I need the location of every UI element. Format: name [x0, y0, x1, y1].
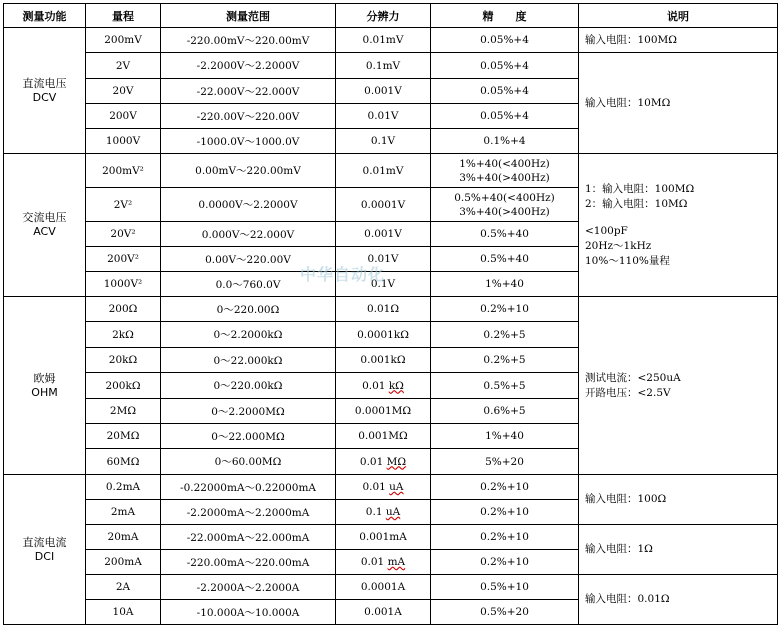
measure-range-cell: 0～2.2000MΩ — [161, 399, 336, 424]
accuracy-cell — [431, 575, 579, 600]
accuracy-line: 3%+40(>400Hz) — [459, 205, 550, 218]
range-cell: 200mV — [86, 28, 161, 53]
accuracy-cell — [431, 104, 579, 129]
measure-range-cell: -22.000V～22.000V — [161, 79, 336, 104]
range-cell: 60MΩ — [86, 449, 161, 475]
measure-range-cell: 0.00V～220.00V — [161, 247, 336, 272]
resolution-cell: 0.1V — [336, 272, 431, 297]
resolution-cell: 0.0001A — [336, 575, 431, 600]
note-line: <100pF — [585, 224, 628, 237]
accuracy-cell — [431, 272, 579, 297]
function-label: DCI — [34, 549, 55, 563]
measure-range-cell: -22.000mA～22.000mA — [161, 525, 336, 550]
table-row — [4, 53, 778, 79]
accuracy-cell — [431, 297, 579, 322]
notes-cell — [579, 525, 778, 575]
resolution-value: 0.1 — [365, 506, 386, 518]
note-line: 开路电压：<2.5V — [585, 386, 671, 399]
resolution-cell: 0.0001MΩ — [336, 399, 431, 424]
resolution-cell: 0.001A — [336, 600, 431, 625]
header-row — [4, 4, 778, 28]
measure-range-cell: 0～220.00kΩ — [161, 373, 336, 399]
accuracy-line: 5%+20 — [485, 455, 524, 468]
resolution-cell — [336, 373, 431, 399]
accuracy-cell — [431, 247, 579, 272]
accuracy-line: 0.2%+10 — [480, 481, 529, 493]
note-line: 1：输入电阻：100MΩ — [585, 182, 695, 195]
accuracy-line: 0.5%+40 — [480, 253, 529, 265]
range-cell: 1000V² — [86, 272, 161, 297]
table-row — [4, 525, 778, 550]
accuracy-cell — [431, 348, 579, 373]
resolution-cell: 0.001V — [336, 79, 431, 104]
accuracy-cell — [431, 188, 579, 222]
header-measure-range: 测量范围 — [161, 4, 336, 28]
table-row — [4, 28, 778, 53]
function-cell — [4, 28, 86, 154]
accuracy-cell — [431, 322, 579, 348]
header-resolution: 分辨力 — [336, 4, 431, 28]
accuracy-cell — [431, 53, 579, 79]
header-range: 量程 — [86, 4, 161, 28]
accuracy-cell — [431, 154, 579, 188]
note-line: 输入电阻：0.01Ω — [585, 593, 670, 605]
resolution-cell: 0.01mV — [336, 28, 431, 53]
accuracy-line: 0.5%+5 — [483, 379, 526, 392]
measure-range-cell: 0～2.2000kΩ — [161, 322, 336, 348]
measure-range-cell: 0.0～760.0V — [161, 272, 336, 297]
resolution-cell: 0.01V — [336, 104, 431, 129]
range-cell: 20V² — [86, 222, 161, 247]
measure-range-cell: -0.22000mA～0.22000mA — [161, 475, 336, 500]
resolution-value: 0.01 — [359, 455, 387, 468]
accuracy-line: 0.5%+40 — [480, 228, 529, 240]
resolution-value: 0.01 — [362, 379, 389, 392]
watermark: 中华自动化 — [300, 265, 386, 284]
resolution-cell — [336, 500, 431, 525]
measure-range-cell: 0～60.00MΩ — [161, 449, 336, 475]
range-cell: 200V — [86, 104, 161, 129]
accuracy-line: 0.5%+20 — [480, 606, 529, 618]
note-line: 输入电阻：1Ω — [585, 543, 653, 555]
spec-table — [3, 3, 778, 625]
accuracy-line: 0.2%+5 — [483, 328, 526, 341]
measure-range-cell: -220.00V～220.00V — [161, 104, 336, 129]
function-cell — [4, 297, 86, 475]
range-cell: 200V² — [86, 247, 161, 272]
accuracy-line: 0.2%+10 — [480, 556, 529, 568]
measure-range-cell: -2.2000mA～2.2000mA — [161, 500, 336, 525]
range-cell: 200kΩ — [86, 373, 161, 399]
range-cell: 2kΩ — [86, 322, 161, 348]
note-line: 输入电阻：10MΩ — [585, 96, 671, 109]
measure-range-cell: -220.00mV～220.00mV — [161, 28, 336, 53]
resolution-unit: mA — [387, 556, 406, 568]
accuracy-line: 1%+40(<400Hz) — [459, 157, 550, 170]
accuracy-cell — [431, 222, 579, 247]
function-label: 欧姆 — [33, 371, 56, 385]
resolution-unit: MΩ — [386, 455, 407, 468]
function-label: 直流电流 — [22, 535, 67, 549]
table-row — [4, 475, 778, 500]
notes-cell — [579, 154, 778, 297]
header-notes: 说明 — [579, 4, 778, 28]
range-cell: 20kΩ — [86, 348, 161, 373]
notes-cell — [579, 575, 778, 625]
notes-cell — [579, 53, 778, 154]
range-cell: 200Ω — [86, 297, 161, 322]
accuracy-cell — [431, 449, 579, 475]
accuracy-cell — [431, 475, 579, 500]
accuracy-line: 0.2%+5 — [483, 354, 526, 366]
accuracy-line: 0.05%+4 — [480, 34, 529, 46]
accuracy-cell — [431, 600, 579, 625]
accuracy-line: 0.1%+4 — [483, 135, 526, 147]
resolution-cell: 0.0001kΩ — [336, 322, 431, 348]
measure-range-cell: 0～220.00Ω — [161, 297, 336, 322]
note-line: 20Hz～1kHz — [585, 239, 652, 252]
accuracy-line: 0.5%+10 — [480, 581, 529, 593]
function-label: 交流电压 — [22, 211, 67, 224]
range-cell: 1000V — [86, 129, 161, 154]
note-gap — [585, 212, 774, 224]
accuracy-line: 0.6%+5 — [483, 405, 526, 417]
measure-range-cell: -2.2000V～2.2000V — [161, 53, 336, 79]
resolution-unit: uA — [389, 481, 404, 493]
function-label: DCV — [32, 90, 57, 104]
notes-cell — [579, 475, 778, 525]
resolution-cell: 0.001V — [336, 222, 431, 247]
accuracy-cell — [431, 79, 579, 104]
accuracy-line: 0.05%+4 — [480, 59, 529, 72]
accuracy-cell — [431, 550, 579, 575]
function-cell — [4, 475, 86, 625]
resolution-cell: 0.001mA — [336, 525, 431, 550]
measure-range-cell: 0～22.000MΩ — [161, 424, 336, 449]
range-cell: 20mA — [86, 525, 161, 550]
accuracy-line: 1%+40 — [485, 430, 524, 442]
table-row — [4, 154, 778, 188]
measure-range-cell: -220.00mA～220.00mA — [161, 550, 336, 575]
measure-range-cell: -1000.0V～1000.0V — [161, 129, 336, 154]
table-row — [4, 297, 778, 322]
range-cell: 2mA — [86, 500, 161, 525]
range-cell: 10A — [86, 600, 161, 625]
measure-range-cell: 0.00mV～220.00mV — [161, 154, 336, 188]
function-label: ACV — [33, 225, 56, 238]
note-line: 输入电阻：100Ω — [585, 493, 667, 505]
accuracy-cell — [431, 500, 579, 525]
resolution-cell: 0.01mV — [336, 154, 431, 188]
range-cell: 20V — [86, 79, 161, 104]
accuracy-line: 0.2%+10 — [480, 303, 529, 315]
range-cell: 0.2mA — [86, 475, 161, 500]
accuracy-cell — [431, 399, 579, 424]
notes-cell — [579, 297, 778, 475]
range-cell: 200mA — [86, 550, 161, 575]
measure-range-cell: 0～22.000kΩ — [161, 348, 336, 373]
accuracy-cell — [431, 525, 579, 550]
note-line: 测试电流：<250uA — [585, 371, 681, 384]
accuracy-cell — [431, 424, 579, 449]
resolution-cell: 0.0001V — [336, 188, 431, 222]
function-cell — [4, 154, 86, 297]
accuracy-cell — [431, 129, 579, 154]
note-line: 10%～110%量程 — [585, 254, 670, 267]
range-cell: 20MΩ — [86, 424, 161, 449]
range-cell: 2V — [86, 53, 161, 79]
accuracy-line: 0.2%+10 — [480, 531, 529, 543]
resolution-unit: kΩ — [388, 379, 404, 392]
resolution-cell: 0.001MΩ — [336, 424, 431, 449]
resolution-cell — [336, 550, 431, 575]
header-function: 测量功能 — [4, 4, 86, 28]
resolution-unit: uA — [385, 506, 401, 518]
resolution-cell: 0.1V — [336, 129, 431, 154]
accuracy-line: 0.5%+40(<400Hz) — [454, 191, 555, 204]
measure-range-cell: -2.2000A～2.2000A — [161, 575, 336, 600]
range-cell: 2MΩ — [86, 399, 161, 424]
accuracy-cell — [431, 373, 579, 399]
resolution-value: 0.01 — [360, 556, 388, 568]
note-line: 输入电阻：100MΩ — [585, 33, 677, 46]
resolution-cell: 0.1mV — [336, 53, 431, 79]
measure-range-cell: -10.000A～10.000A — [161, 600, 336, 625]
accuracy-line: 0.2%+10 — [480, 506, 529, 518]
notes-cell — [579, 28, 778, 53]
accuracy-line: 0.05%+4 — [480, 110, 529, 122]
measure-range-cell: 0.000V～22.000V — [161, 222, 336, 247]
resolution-value: 0.01 — [362, 481, 390, 493]
function-label: OHM — [31, 385, 58, 399]
range-cell: 2V² — [86, 188, 161, 222]
resolution-cell: 0.001kΩ — [336, 348, 431, 373]
measure-range-cell: 0.0000V～2.2000V — [161, 188, 336, 222]
accuracy-line: 0.05%+4 — [480, 85, 529, 97]
resolution-cell — [336, 475, 431, 500]
accuracy-line: 3%+40(>400Hz) — [459, 171, 550, 184]
resolution-cell — [336, 449, 431, 475]
accuracy-line: 1%+40 — [485, 278, 524, 290]
accuracy-cell — [431, 28, 579, 53]
function-label: 直流电压 — [22, 76, 67, 90]
table-row — [4, 575, 778, 600]
header-accuracy: 精 度 — [431, 4, 579, 28]
range-cell: 200mV² — [86, 154, 161, 188]
note-line: 2：输入电阻：10MΩ — [585, 197, 688, 210]
resolution-cell: 0.01V — [336, 247, 431, 272]
range-cell: 2A — [86, 575, 161, 600]
resolution-cell: 0.01Ω — [336, 297, 431, 322]
